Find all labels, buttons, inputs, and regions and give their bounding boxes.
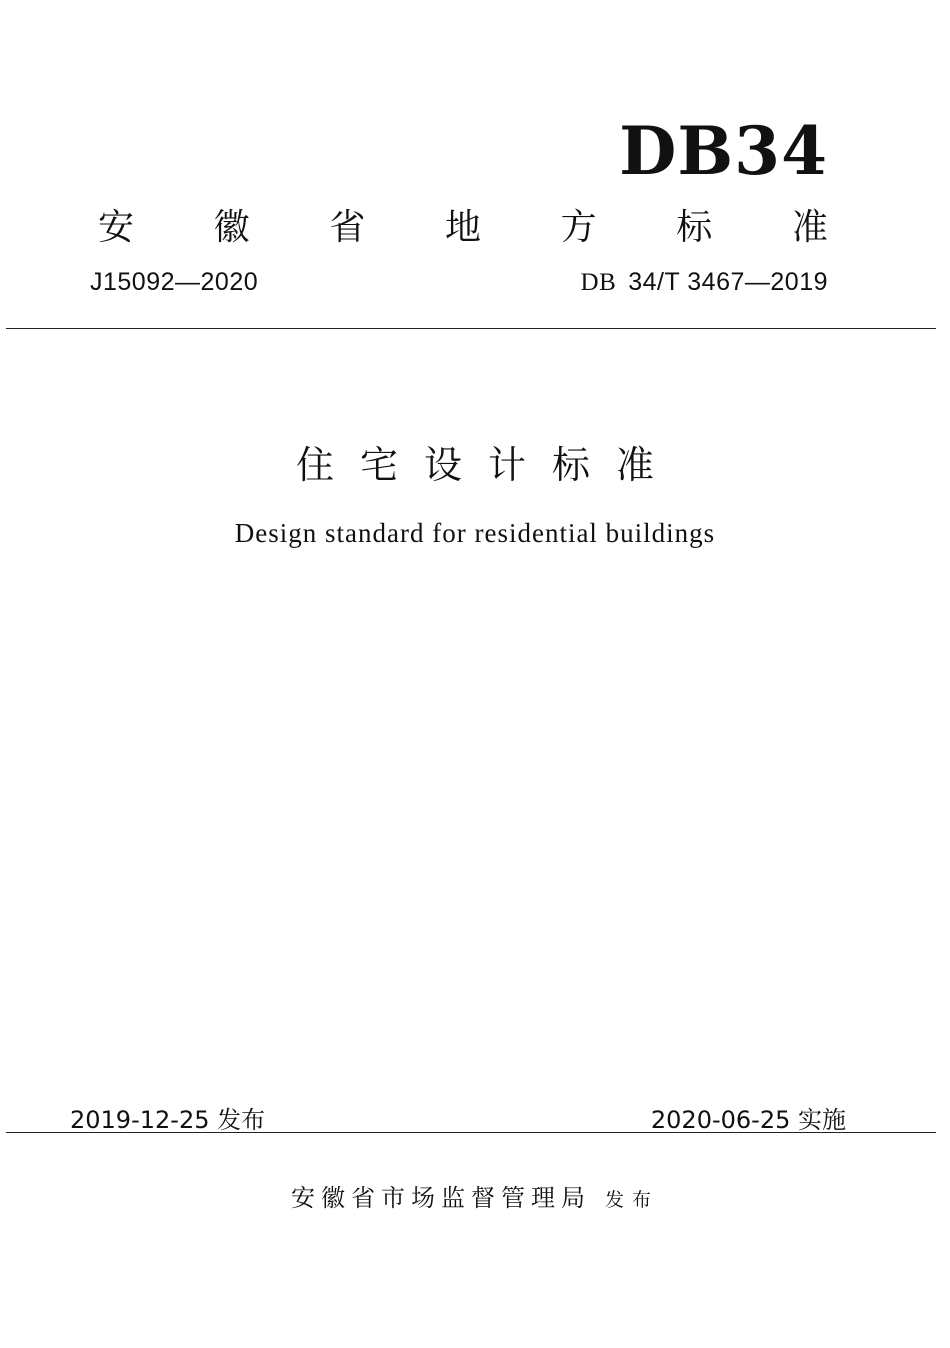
record-number: J15092—2020 xyxy=(90,268,259,296)
publisher-line xyxy=(0,1178,950,1213)
document-title-english: Design standard for residential buildings xyxy=(234,518,716,548)
publisher-name: 安徽省市场监督管理局 xyxy=(290,1184,591,1212)
bottom-divider xyxy=(6,1132,936,1133)
standard-type-char: 准 xyxy=(791,207,828,248)
issue-date: 2019-12-25 发布 xyxy=(70,1106,266,1134)
standard-type-heading xyxy=(98,206,828,249)
implementation-date: 2020-06-25 实施 xyxy=(650,1106,846,1134)
standard-type-char: 徽 xyxy=(213,207,250,248)
standard-number-value: 34/T 3467—2019 xyxy=(628,268,828,296)
standard-type-char: 省 xyxy=(329,207,366,248)
standard-number xyxy=(581,268,828,297)
standard-type-char: 安 xyxy=(98,207,135,248)
standard-type-char: 地 xyxy=(444,207,481,248)
standard-type-char: 标 xyxy=(676,207,713,248)
top-divider xyxy=(6,328,936,329)
standard-number-prefix: DB xyxy=(580,269,617,296)
document-title: 住宅设计标准 xyxy=(295,443,680,487)
standard-code-mark: DB34 xyxy=(619,112,828,190)
standard-type-char: 方 xyxy=(560,207,597,248)
publisher-action: 发布 xyxy=(604,1189,659,1211)
